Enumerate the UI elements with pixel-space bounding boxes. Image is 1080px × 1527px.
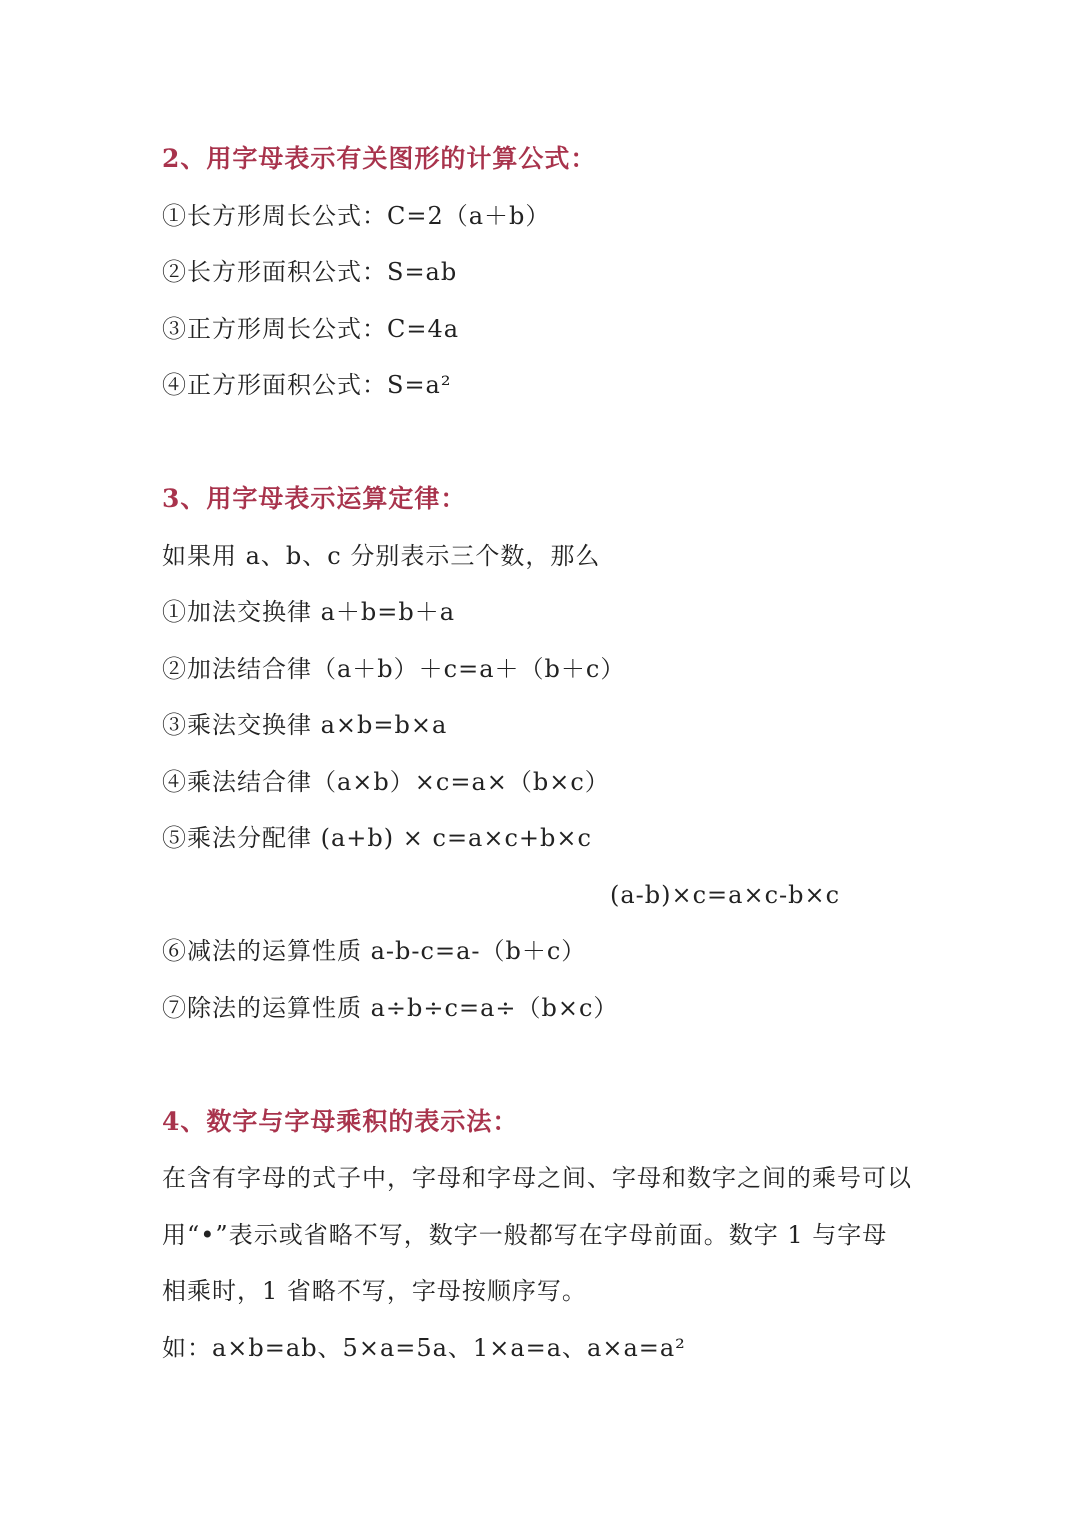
law-addition-commutative: ①加法交换律 a＋b=b＋a (162, 598, 456, 626)
law-multiplication-associative: ④乘法结合律（a×b）×c=a×（b×c） (162, 768, 610, 796)
law-addition-associative: ②加法结合律（a＋b）＋c=a＋（b＋c） (162, 655, 626, 683)
section-3-heading: 3、用字母表示运算定律： (162, 484, 467, 513)
law-multiplication-distributive: ⑤乘法分配律 (a+b) × c=a×c+b×c (162, 824, 592, 852)
section-4-heading: 4、数字与字母乘积的表示法： (162, 1107, 519, 1136)
formula-rect-perimeter: ①长方形周长公式：C=2（a＋b） (162, 202, 551, 230)
section-2-heading: 2、用字母表示有关图形的计算公式： (162, 144, 597, 173)
law-multiplication-commutative: ③乘法交换律 a×b=b×a (162, 711, 448, 739)
law-multiplication-distributive-subtraction: (a-b)×c=a×c-b×c (610, 881, 841, 909)
law-division-property: ⑦除法的运算性质 a÷b÷c=a÷（b×c） (162, 994, 619, 1022)
section-3-intro: 如果用 a、b、c 分别表示三个数，那么 (162, 542, 601, 570)
formula-rect-area: ②长方形面积公式：S=ab (162, 258, 458, 286)
law-subtraction-property: ⑥减法的运算性质 a-b-c=a-（b＋c） (162, 937, 587, 965)
paragraph-line-1: 在含有字母的式子中，字母和字母之间、字母和数字之间的乘号可以 (162, 1164, 912, 1192)
paragraph-line-2: 用“•”表示或省略不写，数字一般都写在字母前面。数字 1 与字母 (162, 1221, 888, 1249)
formula-square-perimeter: ③正方形周长公式：C=4a (162, 315, 460, 343)
example-line: 如：a×b=ab、5×a=5a、1×a=a、a×a=a² (162, 1334, 686, 1362)
paragraph-line-3: 相乘时，1 省略不写，字母按顺序写。 (162, 1277, 587, 1305)
formula-square-area: ④正方形面积公式：S=a² (162, 371, 452, 399)
